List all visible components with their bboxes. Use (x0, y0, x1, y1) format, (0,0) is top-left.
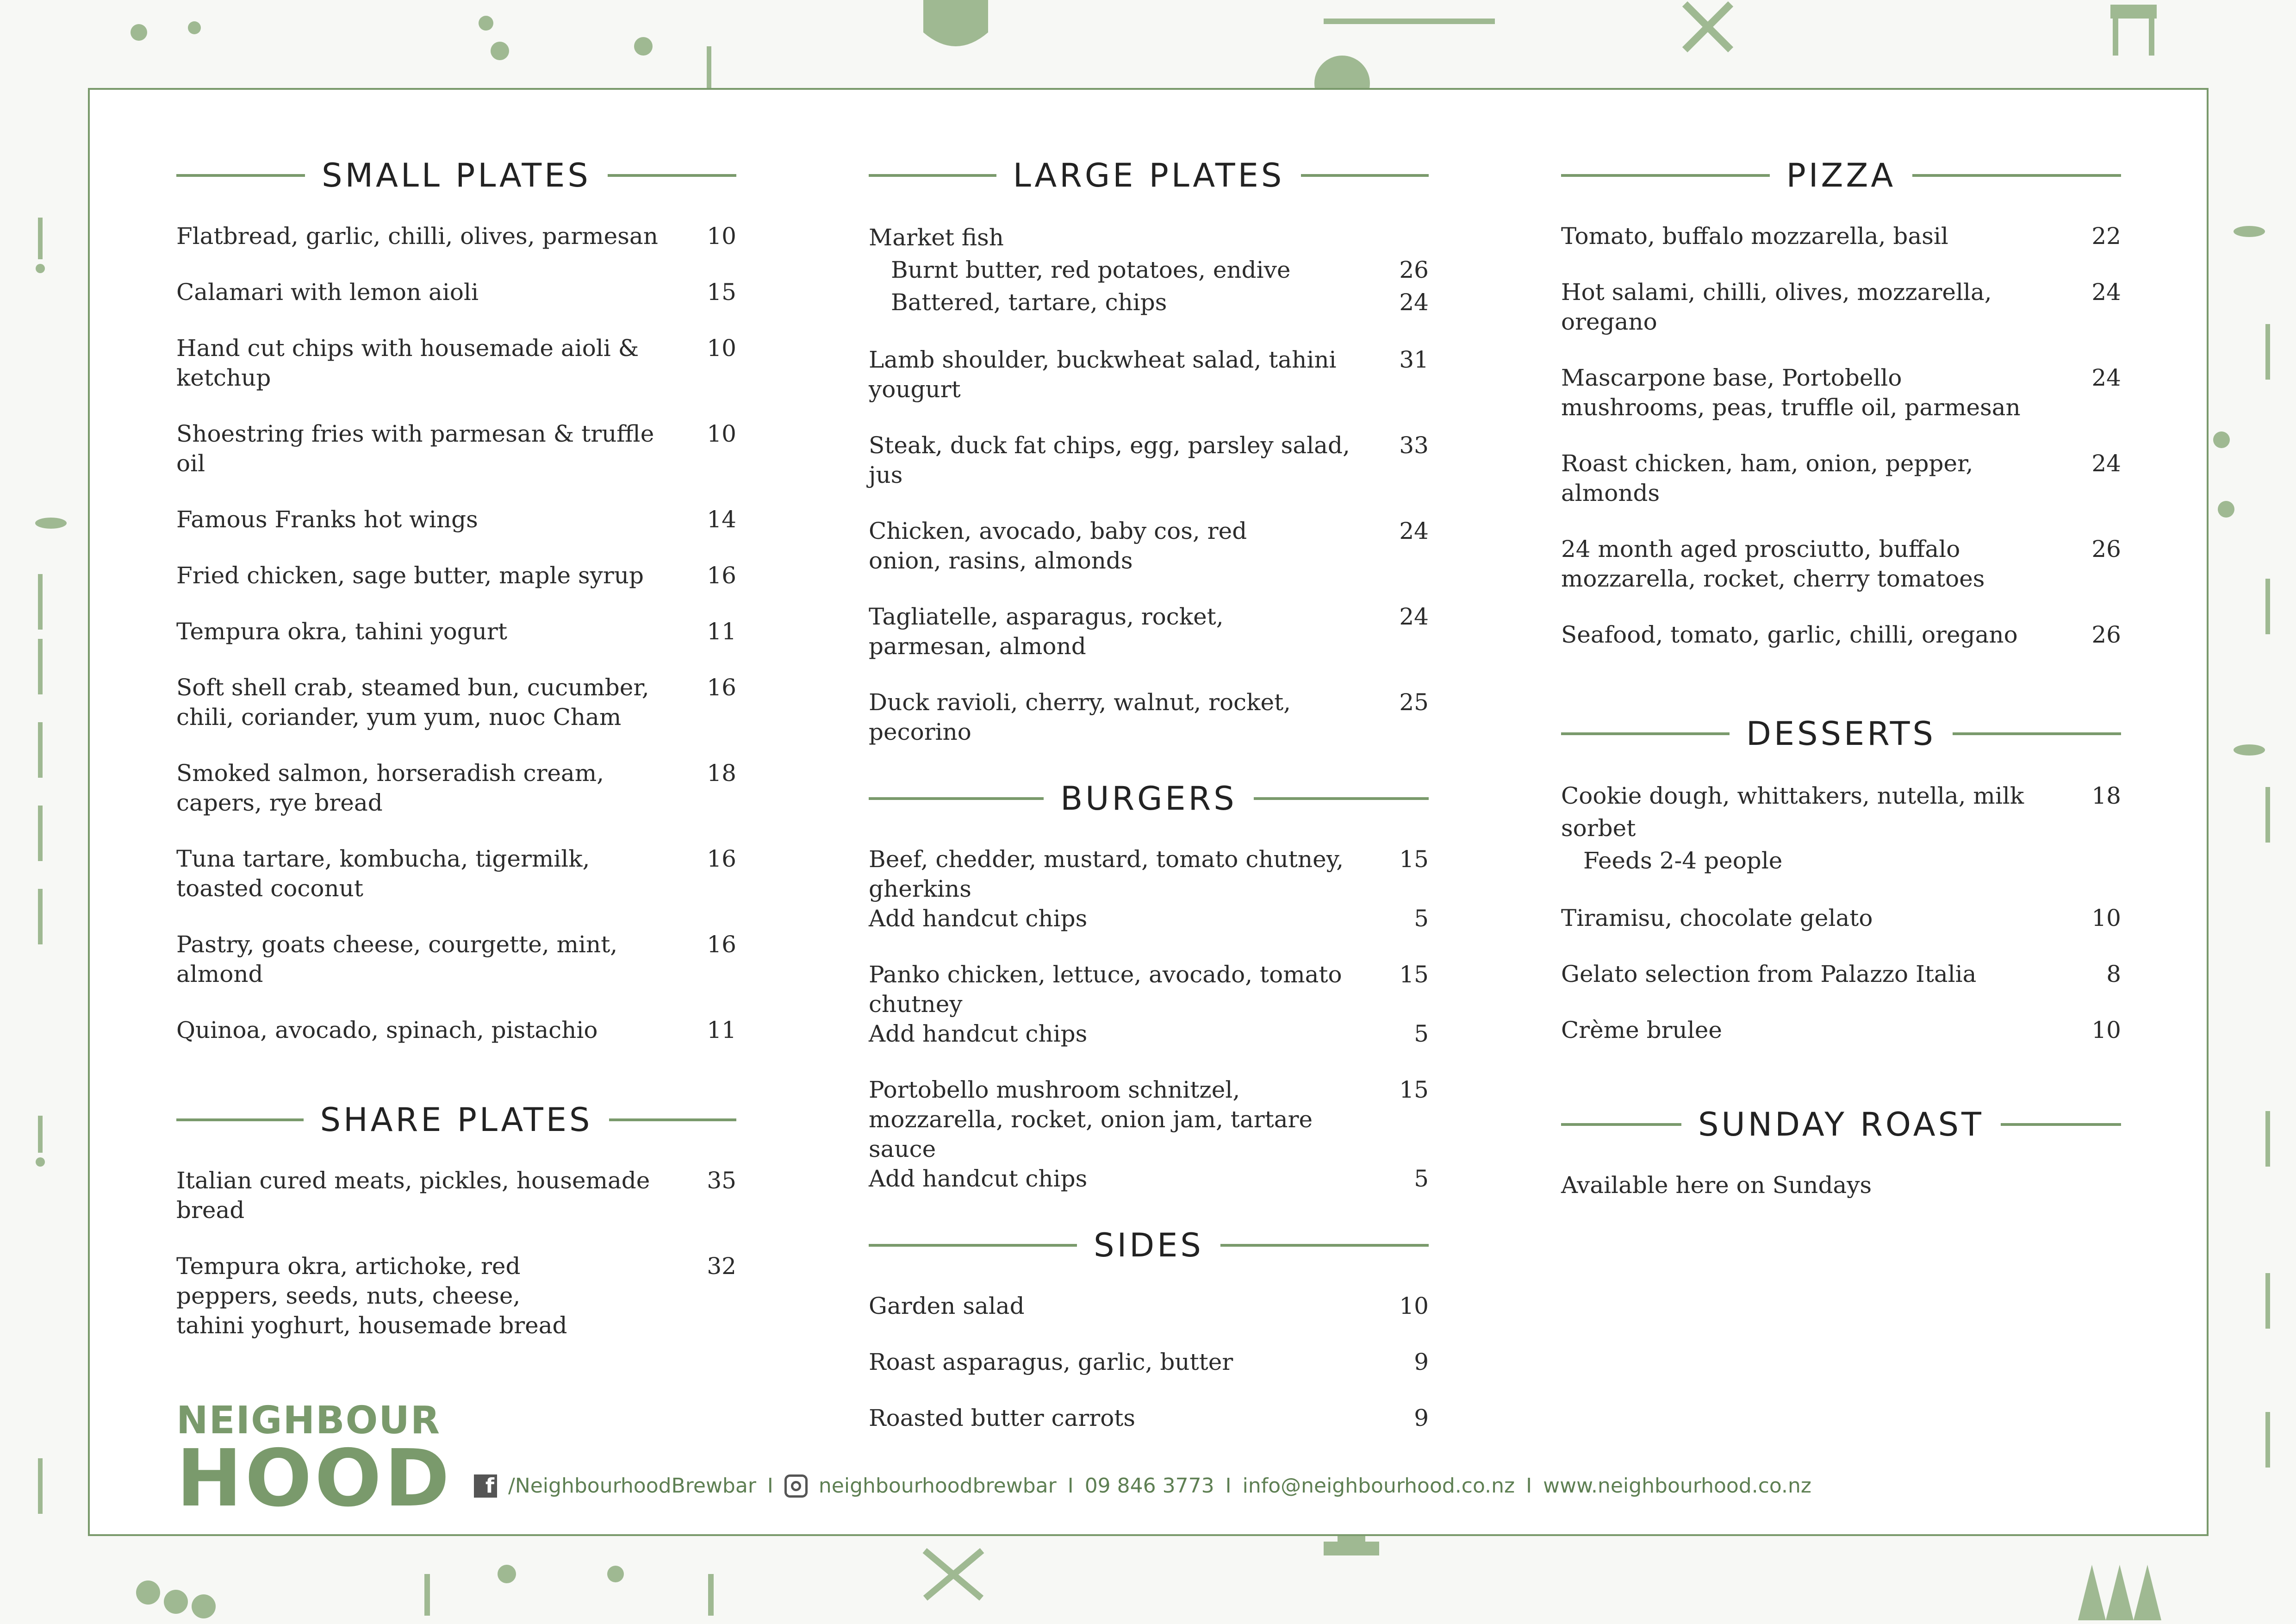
item-price: 10 (707, 335, 736, 362)
logo-line-1: NEIGHBOUR (176, 1399, 441, 1443)
item-name: Crème brulee (1561, 1017, 1722, 1043)
item-price: 16 (707, 845, 736, 872)
item-name: Pastry, goats cheese, courgette, mint, almond (176, 931, 618, 987)
market-fish-group (869, 221, 1429, 319)
item-name: Steak, duck fat chips, egg, parsley salad, jus (869, 432, 1350, 488)
burgers-heading (869, 773, 1429, 824)
heading-rule (2001, 1123, 2121, 1126)
item-price: 9 (1414, 1405, 1429, 1431)
item-name: Famous Franks hot wings (176, 506, 478, 533)
heading-rule (608, 174, 736, 177)
heading-rule (869, 797, 1044, 800)
heading-rule (1953, 732, 2121, 735)
section-title: SIDES (1094, 1226, 1204, 1264)
market-fish-option (869, 286, 1429, 319)
burgers-list (869, 844, 1429, 1193)
item-price: 18 (707, 760, 736, 787)
contact-footer (474, 1474, 1811, 1498)
heading-rule (1561, 174, 1770, 177)
menu-item (869, 1347, 1429, 1377)
heading-rule (1561, 1123, 1681, 1126)
item-name: Tiramisu, chocolate gelato (1561, 905, 1873, 931)
item-name: Tempura okra, tahini yogurt (176, 618, 507, 645)
burger-row (869, 960, 1429, 1019)
column-left (176, 150, 736, 1367)
option-price: 24 (1399, 289, 1429, 316)
item-name: Roasted butter carrots (869, 1405, 1136, 1431)
website-link[interactable]: www.neighbourhood.co.nz (1543, 1474, 1812, 1498)
heading-rule (609, 1118, 736, 1121)
item-price: 8 (2106, 961, 2121, 987)
item-price: 31 (1399, 346, 1429, 373)
item-price: 11 (707, 1017, 736, 1043)
item-name: Mascarpone base, Portobello mushrooms, peas, truffle oil, parmesan (1561, 364, 2021, 421)
item-price: 32 (707, 1253, 736, 1280)
addon-row (869, 1164, 1429, 1193)
menu-item (1561, 1015, 2121, 1045)
item-name: Tagliatelle, asparagus, rocket, parmesan, almond (869, 603, 1224, 660)
item-price: 15 (707, 279, 736, 306)
menu-item (176, 673, 736, 732)
item-name: Panko chicken, lettuce, avocado, tomato chutney (869, 961, 1342, 1018)
sides-list (869, 1291, 1429, 1433)
menu-item (1561, 277, 2121, 337)
burger-item (869, 960, 1429, 1049)
item-name: Roast asparagus, garlic, butter (869, 1349, 1233, 1375)
item-name: Soft shell crab, steamed bun, cucumber, chili, coriander, yum yum, nuoc Cham (176, 674, 649, 731)
item-price: 15 (1399, 846, 1429, 873)
item-name: Quinoa, avocado, spinach, pistachio (176, 1017, 598, 1043)
item-name: Garden salad (869, 1293, 1025, 1319)
addon-price: 5 (1414, 905, 1429, 932)
pizza-list (1561, 221, 2121, 650)
addon-row (869, 1019, 1429, 1049)
item-name: Smoked salmon, horseradish cream, capers, rye bread (176, 760, 604, 816)
brand-logo (176, 1399, 453, 1524)
sunday-roast-heading (1561, 1099, 2121, 1150)
menu-item (1561, 363, 2121, 422)
item-price: 9 (1414, 1349, 1429, 1375)
column-middle (869, 150, 1429, 1459)
item-price: 24 (1399, 518, 1429, 544)
heading-rule (176, 174, 305, 177)
burger-row (869, 1075, 1429, 1164)
menu-item (176, 1015, 736, 1045)
burger-item (869, 1075, 1429, 1193)
menu-item (1561, 449, 2121, 508)
item-name: Flatbread, garlic, chilli, olives, parmesan (176, 223, 658, 250)
item-price: 16 (707, 562, 736, 589)
option-name: Burnt butter, red potatoes, endive (891, 256, 1291, 283)
market-fish-name-row (869, 221, 1429, 254)
dessert-item (1561, 780, 2121, 877)
facebook-link[interactable]: /NeighbourhoodBrewbar (508, 1474, 756, 1498)
facebook-icon: f (474, 1474, 497, 1498)
item-name: Market fish (869, 224, 1004, 251)
menu-item (869, 345, 1429, 404)
heading-rule (1301, 174, 1429, 177)
section-title: PIZZA (1786, 156, 1896, 194)
item-price: 14 (707, 506, 736, 533)
item-name: Fried chicken, sage butter, maple syrup (176, 562, 644, 589)
section-title: SMALL PLATES (322, 156, 591, 194)
item-name: Hand cut chips with housemade aioli & ketchup (176, 335, 639, 391)
item-price: 11 (707, 618, 736, 645)
menu-item (869, 431, 1429, 490)
large-plates-heading (869, 150, 1429, 201)
item-price: 10 (707, 223, 736, 250)
menu-item (176, 561, 736, 590)
market-fish-option (869, 254, 1429, 286)
footer-separator: I (767, 1474, 773, 1498)
menu-item (1561, 534, 2121, 593)
menu-sheet (88, 88, 2209, 1536)
item-price: 10 (707, 420, 736, 447)
item-price: 24 (2091, 364, 2121, 391)
menu-item (869, 687, 1429, 747)
menu-item (869, 602, 1429, 661)
menu-item (1561, 903, 2121, 933)
footer-separator: I (1067, 1474, 1074, 1498)
heading-rule (1561, 732, 1730, 735)
item-name: Italian cured meats, pickles, housemade bread (176, 1167, 650, 1224)
item-name: Chicken, avocado, baby cos, red onion, rasins, almonds (869, 518, 1247, 574)
item-price: 10 (2091, 1017, 2121, 1043)
option-name: Battered, tartare, chips (891, 289, 1167, 316)
footer-separator: I (1526, 1474, 1532, 1498)
menu-item (1561, 620, 2121, 650)
item-name: Roast chicken, ham, onion, pepper, almonds (1561, 450, 1973, 506)
desserts-heading (1561, 708, 2121, 759)
item-price: 18 (2091, 782, 2121, 809)
item-price: 24 (2091, 279, 2121, 306)
dessert-note-row (1561, 844, 2121, 877)
item-name: Tempura okra, artichoke, red peppers, seeds, nuts, cheese, tahini yoghurt, housemade bread (176, 1253, 567, 1339)
dessert-row (1561, 780, 2121, 844)
item-name: Calamari with lemon aioli (176, 279, 479, 306)
menu-item (176, 844, 736, 903)
addon-name: Add handcut chips (869, 1020, 1088, 1047)
burger-item (869, 844, 1429, 933)
menu-item (869, 516, 1429, 575)
section-title: DESSERTS (1746, 715, 1936, 753)
small-plates-list (176, 221, 736, 1045)
burger-row (869, 844, 1429, 904)
item-name: Lamb shoulder, buckwheat salad, tahini yougurt (869, 346, 1337, 403)
desserts-list (1561, 780, 2121, 1045)
item-name: Gelato selection from Palazzo Italia (1561, 961, 1977, 987)
item-price: 24 (1399, 603, 1429, 630)
footer-separator: I (1225, 1474, 1232, 1498)
menu-item (176, 930, 736, 989)
heading-rule (1912, 174, 2121, 177)
item-name: Cookie dough, whittakers, nutella, milk sorbet (1561, 782, 2024, 842)
item-price: 33 (1399, 432, 1429, 459)
section-title: BURGERS (1060, 780, 1237, 818)
menu-item (176, 277, 736, 307)
pizza-heading (1561, 150, 2121, 201)
option-price: 26 (1399, 256, 1429, 283)
menu-item (176, 617, 736, 646)
email-link[interactable]: info@neighbourhood.co.nz (1242, 1474, 1515, 1498)
item-price: 25 (1399, 689, 1429, 716)
item-name: Tuna tartare, kombucha, tigermilk, toasted coconut (176, 845, 590, 902)
menu-item (176, 221, 736, 251)
item-price: 26 (2091, 536, 2121, 562)
share-plates-heading (176, 1094, 736, 1145)
menu-item (176, 505, 736, 534)
small-plates-heading (176, 150, 736, 201)
section-title: SUNDAY ROAST (1698, 1106, 1984, 1143)
menu-item (869, 1403, 1429, 1433)
addon-price: 5 (1414, 1020, 1429, 1047)
item-price: 10 (2091, 905, 2121, 931)
menu-item (176, 419, 736, 478)
menu-item (176, 758, 736, 818)
addon-row (869, 904, 1429, 933)
heading-rule (869, 1244, 1077, 1247)
section-title: LARGE PLATES (1013, 156, 1285, 194)
menu-item (1561, 959, 2121, 989)
section-title: SHARE PLATES (320, 1101, 593, 1139)
item-price: 15 (1399, 961, 1429, 988)
item-note: Feeds 2-4 people (1583, 847, 1783, 874)
logo-line-2: HOOD (176, 1433, 453, 1524)
item-price: 16 (707, 931, 736, 958)
item-name: Portobello mushroom schnitzel, mozzarella, rocket, onion jam, tartare sauce (869, 1076, 1313, 1162)
menu-item (869, 1291, 1429, 1321)
instagram-icon (784, 1474, 808, 1498)
heading-rule (176, 1118, 304, 1121)
item-price: 16 (707, 674, 736, 701)
item-name: Seafood, tomato, garlic, chilli, oregano (1561, 621, 2018, 648)
item-name: Duck ravioli, cherry, walnut, rocket, pecorino (869, 689, 1291, 745)
item-price: 35 (707, 1167, 736, 1194)
menu-item (176, 333, 736, 393)
share-plates-list (176, 1166, 736, 1340)
item-name: Tomato, buffalo mozzarella, basil (1561, 223, 1948, 250)
addon-price: 5 (1414, 1165, 1429, 1192)
item-price: 22 (2091, 223, 2121, 250)
sunday-roast-text: Available here on Sundays (1561, 1172, 1872, 1199)
heading-rule (869, 174, 996, 177)
sides-heading (869, 1220, 1429, 1271)
column-right (1561, 150, 2121, 1200)
item-name: Beef, chedder, mustard, tomato chutney, gherkins (869, 846, 1344, 902)
item-price: 26 (2091, 621, 2121, 648)
item-name: 24 month aged prosciutto, buffalo mozzarella, rocket, cherry tomatoes (1561, 536, 1985, 592)
item-name: Hot salami, chilli, olives, mozzarella, oregano (1561, 279, 1992, 335)
addon-name: Add handcut chips (869, 1165, 1088, 1192)
instagram-link[interactable]: neighbourhoodbrewbar (818, 1474, 1057, 1498)
heading-rule (1220, 1244, 1429, 1247)
addon-name: Add handcut chips (869, 905, 1088, 932)
menu-item (176, 1251, 736, 1340)
sunday-roast-body (1561, 1170, 2121, 1200)
menu-item (1561, 221, 2121, 251)
item-price: 15 (1399, 1076, 1429, 1103)
heading-rule (1254, 797, 1429, 800)
item-price: 10 (1399, 1293, 1429, 1319)
menu-item (176, 1166, 736, 1225)
item-name: Shoestring fries with parmesan & truffle oil (176, 420, 654, 477)
large-plates-list (869, 221, 1429, 747)
item-price: 24 (2091, 450, 2121, 477)
phone-number[interactable]: 09 846 3773 (1084, 1474, 1214, 1498)
